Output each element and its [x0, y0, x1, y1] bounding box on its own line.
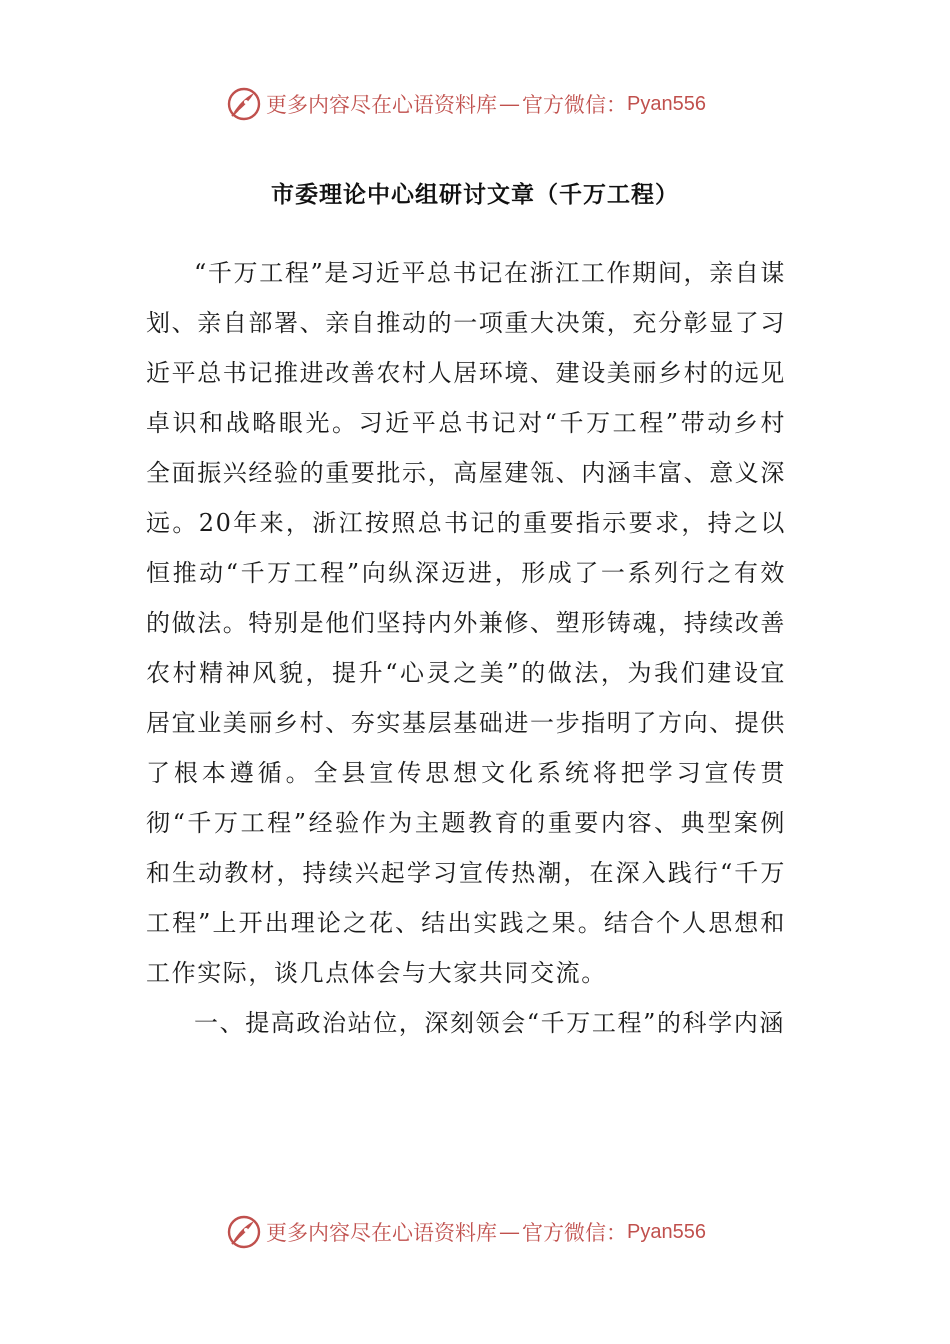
- watermark-site-text: 更多内容尽在心语资料库: [266, 93, 497, 117]
- watermark-separator: —: [499, 1220, 520, 1244]
- watermark-wechat-label: 官方微信：: [522, 1221, 627, 1245]
- watermark-wechat-label: 官方微信：: [522, 93, 627, 117]
- watermark-wechat-id: Pyan556: [627, 1220, 706, 1243]
- document-title: 市委理论中心组研讨文章（千万工程）: [271, 182, 679, 208]
- footer-watermark-banner: [226, 1212, 706, 1252]
- watermark-wechat-id: Pyan556: [627, 92, 706, 115]
- watermark-separator: —: [499, 92, 520, 116]
- quill-pen-circle-icon: [226, 1214, 262, 1250]
- body-paragraph-intro: “千万工程”是习近平总书记在浙江工作期间，亲自谋划、亲自部署、亲自推动的一项重大决策，充分彰显了习近平总书记推进改善农村人居环境、建设美丽乡村的远见卓识和战略眼光。习近平总书记对“千万工程”带动乡村全面振兴经验的重要批示，高屋建瓴、内涵丰富、意义深远。20年来，浙江按照总书记的重要指示要求，持之以恒推动“千万工程”向纵深迈进，形成了一系列行之有效的做法。特别是他们坚持内外兼修、塑形铸魂，持续改善农村精神风貌，提升“心灵之美”的做法，为我们建设宜居宜业美丽乡村、夯实基层基础进一步指明了方向、提供了根本遵循。全县宣传思想文化系统将把学习宣传贯彻“千万工程”经验作为主题教育的重要内容、典型案例和生动教材，持续兴起学习宣传热潮，在深入践行“千万工程”上开出理论之花、结出实践之果。结合个人思想和工作实际，谈几点体会与大家共同交流。: [146, 259, 786, 987]
- section-heading-1: 一、提高政治站位，深刻领会“千万工程”的科学内涵: [194, 1009, 785, 1037]
- watermark-site-text: 更多内容尽在心语资料库: [266, 1221, 497, 1245]
- document-body: [146, 248, 786, 1048]
- header-watermark-banner: [226, 84, 706, 124]
- quill-pen-circle-icon: [226, 86, 262, 122]
